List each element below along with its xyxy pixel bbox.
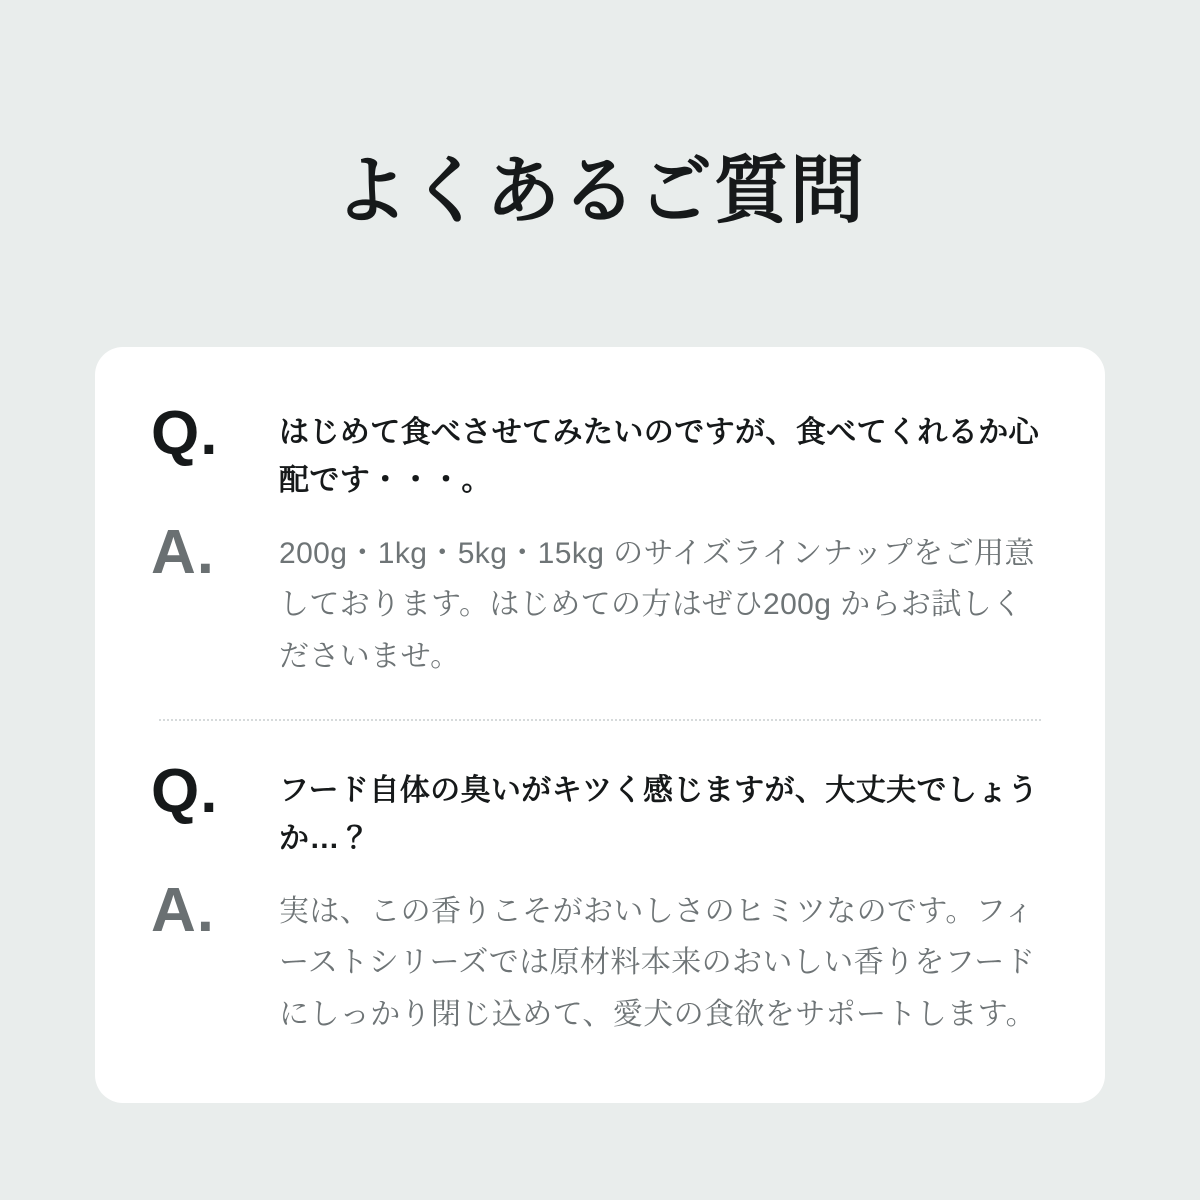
answer-row bbox=[151, 875, 1049, 1041]
answer-text: 実は、この香りこそがおいしさのヒミツなのです。フィーストシリーズでは原材料本来のおいしい香りをフードにしっかり閉じ込めて、愛犬の食欲をサポートします。 bbox=[279, 894, 1036, 1032]
question-mark: Q. bbox=[151, 756, 219, 826]
faq-item bbox=[151, 398, 1049, 683]
question-row bbox=[151, 756, 1049, 864]
faq-card bbox=[95, 347, 1105, 1103]
question-text: はじめて食べさせてみたいのですが、食べてくれるか心配です・・・。 bbox=[279, 415, 1039, 498]
page-title: よくあるご質問 bbox=[334, 149, 866, 232]
answer-text: 200g・1kg・5kg・15kg のサイズラインナップをご用意しております。はじめての方はぜひ200g からお試しくださいませ。 bbox=[279, 536, 1035, 674]
answer-mark: A. bbox=[151, 517, 215, 587]
question-mark: Q. bbox=[151, 398, 219, 468]
answer-mark: A. bbox=[151, 875, 215, 945]
answer-row bbox=[151, 517, 1049, 683]
faq-item bbox=[151, 756, 1049, 1041]
question-row bbox=[151, 398, 1049, 506]
question-text: フード自体の臭いがキツく感じますが、大丈夫でしょうか…？ bbox=[279, 773, 1039, 856]
faq-divider bbox=[159, 719, 1041, 721]
